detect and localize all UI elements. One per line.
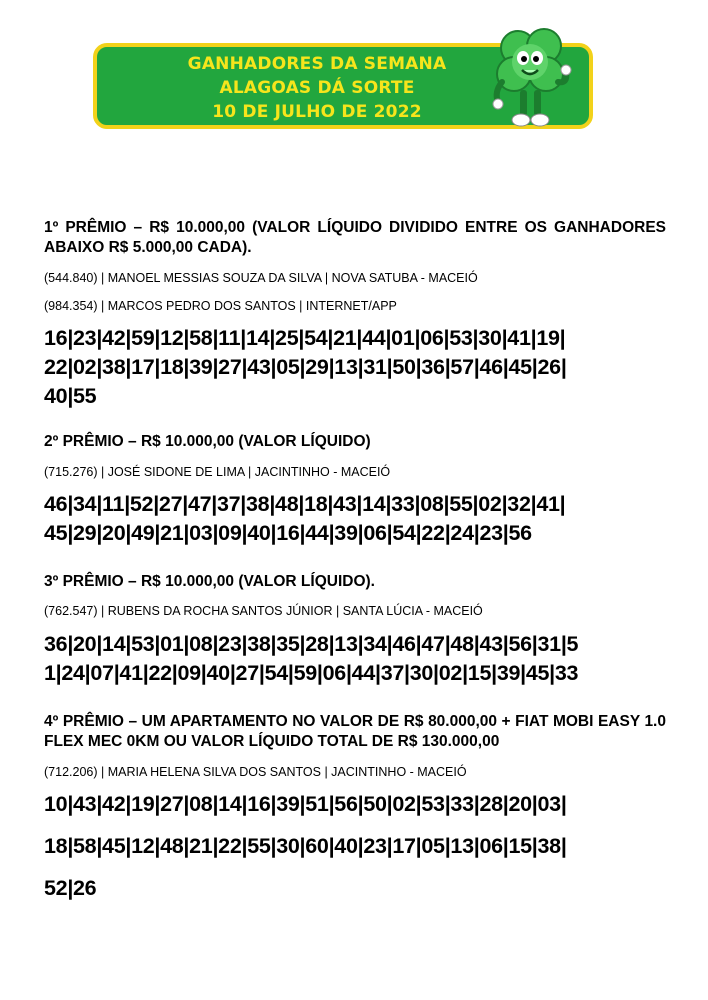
winner-line: (712.206) | MARIA HELENA SILVA DOS SANTOS | JACINTINHO - MACEIÓ	[44, 765, 467, 779]
banner-title	[97, 52, 537, 124]
banner-line-1: GANHADORES DA SEMANA	[187, 54, 447, 74]
winner-line: (984.354) | MARCOS PEDRO DOS SANTOS | INTERNET/APP	[44, 299, 397, 313]
number-line: 16|23|42|59|12|58|11|14|25|54|21|44|01|06|53|30|41|19|	[44, 326, 566, 350]
prize-4-winner-1	[44, 764, 666, 780]
prize-3-numbers	[44, 630, 666, 688]
banner-line-2: ALAGOAS DÁ SORTE	[219, 78, 415, 98]
winner-line: (544.840) | MANOEL MESSIAS SOUZA DA SILVA | NOVA SATUBA - MACEIÓ	[44, 271, 478, 285]
prize-4-title: 4º PRÊMIO – UM APARTAMENTO NO VALOR DE R$ 80.000,00 + FIAT MOBI EASY 1.0 FLEX MEC 0KM OU VALOR LÍQUIDO TOTAL DE R$ 130.000,00	[44, 713, 666, 750]
prize-1-numbers	[44, 324, 666, 411]
number-line: 46|34|11|52|27|47|37|38|48|18|43|14|33|08|55|02|32|41|	[44, 492, 566, 516]
number-line: 45|29|20|49|21|03|09|40|16|44|39|06|54|22|24|23|56	[44, 521, 532, 545]
prize-3-section	[44, 572, 666, 592]
banner-line-3: 10 DE JULHO DE 2022	[212, 102, 422, 122]
number-line: 1|24|07|41|22|09|40|27|54|59|06|44|37|30|02|15|39|45|33	[44, 661, 579, 685]
winner-line: (715.276) | JOSÉ SIDONE DE LIMA | JACINTINHO - MACEIÓ	[44, 465, 391, 479]
prize-2-numbers	[44, 490, 666, 548]
prize-3-title: 3º PRÊMIO – R$ 10.000,00 (VALOR LÍQUIDO).	[44, 573, 375, 590]
prize-3-winner-1	[44, 603, 666, 619]
number-line: 52|26	[44, 876, 97, 900]
winner-line: (762.547) | RUBENS DA ROCHA SANTOS JÚNIOR | SANTA LÚCIA - MACEIÓ	[44, 604, 483, 618]
clover-mascot-icon	[488, 22, 572, 134]
prize-1-winner-2	[44, 298, 666, 314]
prize-1-title: 1º PRÊMIO – R$ 10.000,00 (VALOR LÍQUIDO DIVIDIDO ENTRE OS GANHADORES ABAIXO R$ 5.000,00 CADA).	[44, 219, 666, 256]
number-line: 36|20|14|53|01|08|23|38|35|28|13|34|46|47|48|43|56|31|5	[44, 632, 579, 656]
number-line: 10|43|42|19|27|08|14|16|39|51|56|50|02|53|33|28|20|03|	[44, 792, 567, 816]
prize-1-winner-1	[44, 270, 666, 286]
prize-2-title: 2º PRÊMIO – R$ 10.000,00 (VALOR LÍQUIDO)	[44, 433, 371, 450]
number-line: 22|02|38|17|18|39|27|43|05|29|13|31|50|36|57|46|45|26|	[44, 355, 567, 379]
prize-4-numbers	[44, 790, 666, 903]
number-line: 40|55	[44, 384, 97, 408]
number-line: 18|58|45|12|48|21|22|55|30|60|40|23|17|05|13|06|15|38|	[44, 834, 567, 858]
prize-2-winner-1	[44, 464, 666, 480]
prize-2-section	[44, 432, 666, 452]
prize-4-section	[44, 712, 666, 752]
prize-1-section	[44, 218, 666, 258]
